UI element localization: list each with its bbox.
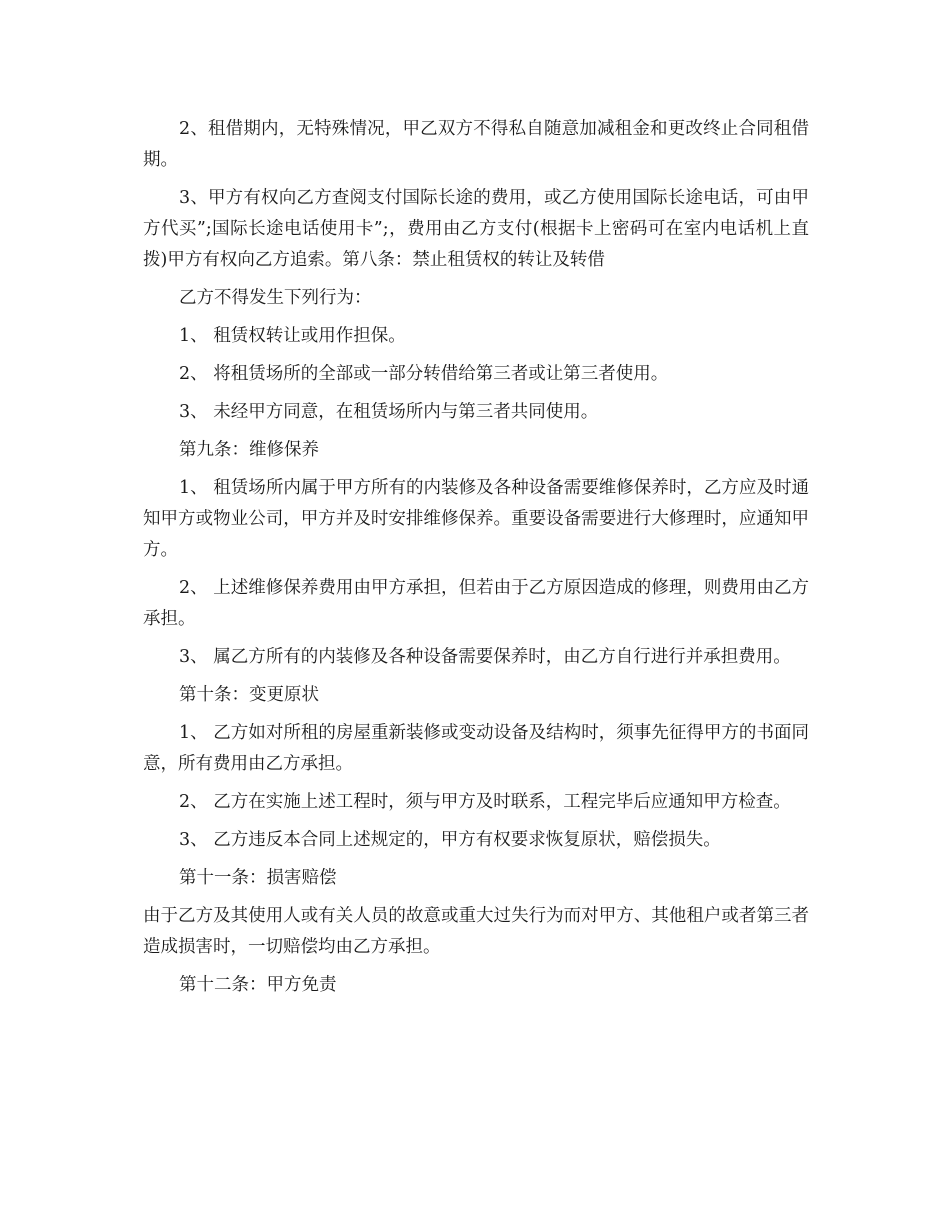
- paragraph-international-calls: 3、甲方有权向乙方查阅支付国际长途的费用，或乙方使用国际长途电话，可由甲方代买”;国际长途电话使用卡”;，费用由乙方支付(根据卡上密码可在室内电话机上直拨)甲方有权向乙方追索。第八条：禁止租赁权的转让及转借: [143, 188, 809, 270]
- section-heading-article-12: 第十二条：甲方免责: [179, 975, 337, 995]
- document-body: [143, 114, 809, 1008]
- section-heading-article-9: 第九条：维修保养: [179, 440, 319, 460]
- paragraph-prohibited-intro: 乙方不得发生下列行为：: [179, 288, 372, 308]
- list-item-prohibited-2: 2、 将租赁场所的全部或一部分转借给第三者或让第三者使用。: [179, 364, 669, 384]
- list-item-alteration-2: 2、 乙方在实施上述工程时，须与甲方及时联系，工程完毕后应通知甲方检查。: [179, 792, 791, 812]
- list-item-maintenance-3: 3、 属乙方所有的内装修及各种设备需要保养时，由乙方自行进行并承担费用。: [179, 647, 791, 667]
- list-item-prohibited-3: 3、 未经甲方同意，在租赁场所内与第三者共同使用。: [179, 402, 599, 422]
- section-heading-article-10: 第十条：变更原状: [179, 685, 319, 705]
- section-heading-article-11: 第十一条：损害赔偿: [179, 868, 337, 888]
- list-item-alteration-1: 1、 乙方如对所租的房屋重新装修或变动设备及结构时，须事先征得甲方的书面同意，所有费用由乙方承担。: [143, 723, 809, 774]
- list-item-prohibited-1: 1、 租赁权转让或用作担保。: [179, 326, 406, 346]
- paragraph-rent-period: 2、租借期内，无特殊情况，甲乙双方不得私自随意加减租金和更改终止合同租借期。: [143, 119, 809, 170]
- list-item-maintenance-1: 1、 租赁场所内属于甲方所有的内装修及各种设备需要维修保养时，乙方应及时通知甲方或物业公司，甲方并及时安排维修保养。重要设备需要进行大修理时，应通知甲方。: [143, 478, 809, 560]
- paragraph-damage-compensation: 由于乙方及其使用人或有关人员的故意或重大过失行为而对甲方、其他租户或者第三者造成损害时，一切赔偿均由乙方承担。: [143, 906, 809, 957]
- list-item-maintenance-2: 2、 上述维修保养费用由甲方承担，但若由于乙方原因造成的修理，则费用由乙方承担。: [143, 578, 809, 629]
- list-item-alteration-3: 3、 乙方违反本合同上述规定的，甲方有权要求恢复原状，赔偿损失。: [179, 830, 721, 850]
